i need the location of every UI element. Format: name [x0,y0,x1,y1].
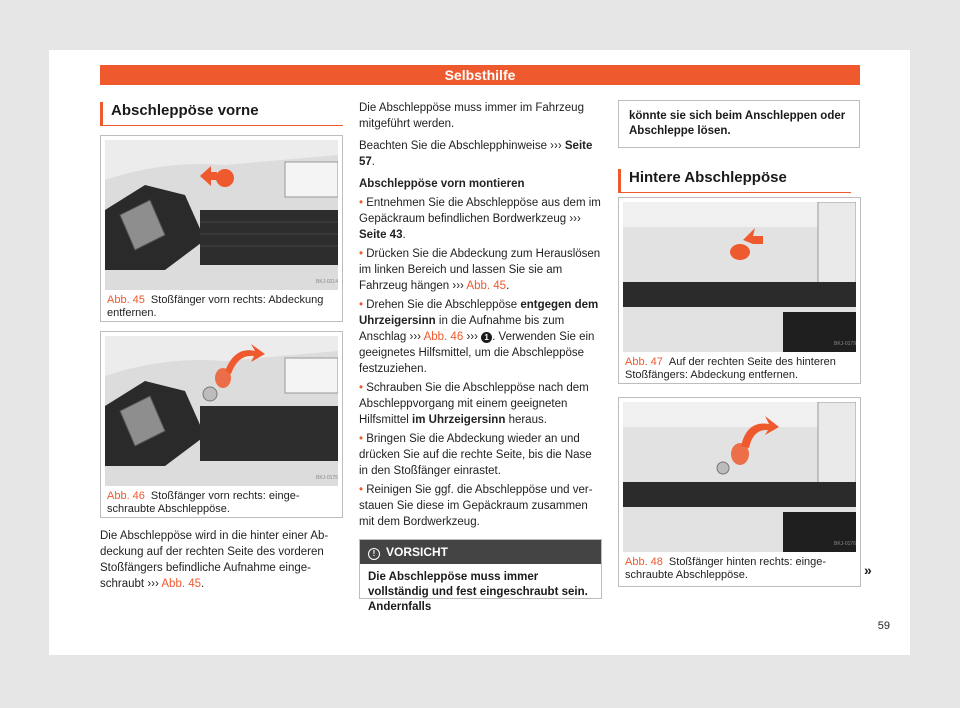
paragraph: Die Abschleppöse wird in die hinter einer Abdeckung auf der rechten Seite des vorderen Stoßfängers befindliche Aufnahme eingeschraubt ››› Abb. 45. [100,530,329,590]
section-heading-rear: Hintere Abschleppöse [618,169,851,193]
bullet-item: • Entnehmen Sie die Abschleppöse aus dem im Gepäckraum befindlichen Bordwerkzeug ››› Seite 43. [359,197,601,241]
bullet-text: Schrauben Sie die Abschleppöse nach dem Abschleppvorgang mit einem geeigneten Hilfsmittel [359,382,589,426]
arrow-marker: ››› [452,280,464,292]
figure-caption-text: Stoßfänger vorn rechts: eingeschraubte Abschleppöse. [107,490,300,515]
figure-link[interactable]: Abb. 45 [161,578,202,590]
figure-link[interactable]: Abb. 45 [466,280,507,292]
figure-45-image [105,140,338,290]
figure-caption-text: Auf der rechten Seite des hinteren Stoßfängers: Abdeckung entfernen. [625,356,836,381]
figure-47-image [623,202,856,352]
figure-code: BKJ-0214 [316,279,338,285]
arrow-marker: ››› [147,578,159,590]
bullet-text: Bringen Sie die Abdeckung wieder an und drücken Sie auf die rechte Seite, bis die Nase in den Stoßfänger einrastet. [359,433,592,477]
figure-caption [107,490,336,516]
arrow-marker: ››› [550,140,562,152]
figure-number: Abb. 47 [625,356,663,368]
subheading: Abschleppöse vorn montieren [359,178,525,190]
figure-caption [107,294,336,320]
figure-number: Abb. 45 [107,294,145,306]
bullet-icon: • [359,433,364,445]
bullet-text: Reinigen Sie ggf. die Abschleppöse und verstauen Sie diese im Gepäckraum zusammen mit dem Bordwerkzeug. [359,484,593,528]
figure-link[interactable]: Abb. 46 [423,331,464,343]
bullet-item: • Drücken Sie die Abdeckung zum Herauslösen im linken Bereich und lassen Sie sie am Fahrzeug hängen ››› Abb. 45. [359,248,601,292]
page-link[interactable]: Seite 57 [359,140,593,168]
arrow-marker: ››› [466,331,478,343]
bullet-text: . Verwenden Sie ein geeignetes Hilfsmittel, um die Abschleppöse festzuziehen. [359,331,595,375]
bullet-icon: • [359,248,364,260]
paragraph: Beachten Sie die Abschlepphinweise ››› Seite 57. [359,140,593,168]
callout-icon [481,332,492,343]
warning-title: VORSICHT [386,545,449,559]
warning-icon: ! [368,548,380,560]
bullet-item [359,482,602,530]
bullet-text: Drücken Sie die Abdeckung zum Herauslösen im linken Bereich und lassen Sie sie am Fahrzeug hängen [359,248,601,292]
figure-47 [618,197,861,384]
figure-caption-text: Stoßfänger vorn rechts: Abdeckung entfernen. [107,294,324,319]
figure-code: BKJ-0176 [834,541,856,547]
bullet-icon: • [359,484,364,496]
figure-46-image [105,336,338,486]
arrow-marker: ››› [409,331,422,343]
bullet-icon: • [359,299,364,311]
bullet-emphasis: entgegen dem Uhrzeigersinn [359,299,599,327]
warning-box [359,539,602,613]
warning-header [360,540,601,564]
figure-caption-text: Stoßfänger hinten rechts: eingeschraubte Abschleppöse. [625,556,827,581]
figure-caption [625,356,854,382]
figure-46 [100,331,343,518]
figure-number: Abb. 48 [625,556,663,568]
figure-code: BKJ-0175 [316,475,338,481]
page-number: 59 [877,620,890,632]
running-header: Selbsthilfe [100,65,860,85]
column-1-text [100,528,343,598]
bullet-text: heraus. [508,414,547,426]
arrow-marker: ››› [569,213,581,225]
column-2-text [359,100,602,533]
bullet-emphasis: im Uhrzeigersinn [412,414,506,426]
warning-text: Die Abschleppöse muss immer vollständig und fest eingeschraubt sein. Andernfalls [368,571,588,613]
figure-45 [100,135,343,322]
callout-number: 1 [484,333,489,342]
figure-caption [625,556,854,582]
bullet-text: Entnehmen Sie die Abschleppöse aus dem im Gepäckraum befindlichen Bordwerkzeug [359,197,601,225]
bullet-item [359,380,602,428]
figure-48-image [623,402,856,552]
bullet-item [359,431,602,479]
bullet-icon: • [359,382,364,394]
bullet-item [359,297,602,377]
continue-marker: » [864,562,872,578]
figure-48 [618,397,861,587]
section-heading-front: Abschleppöse vorne [100,102,343,126]
bullet-icon: • [359,197,364,209]
bullet-text: Drehen Sie die Abschleppöse [366,299,518,311]
paragraph-text: Die Abschleppöse wird in die hinter einer Abdeckung auf der rechten Seite des vorderen Stoßfängers befindliche Aufnahme eingeschraubt [100,530,329,590]
figure-code: BKJ-0179 [834,341,856,347]
page-link[interactable]: Seite 43 [359,229,403,241]
warning-continuation: könnte sie sich beim Anschleppen oder Abschleppe lösen. [618,100,860,148]
paragraph: Die Abschleppöse muss immer im Fahrzeug mitgeführt werden. [359,102,584,130]
figure-number: Abb. 46 [107,490,145,502]
paragraph-text: Beachten Sie die Abschlepphinweise [359,140,547,152]
bullet-text: in die Aufnahme bis zum Anschlag [359,315,565,343]
